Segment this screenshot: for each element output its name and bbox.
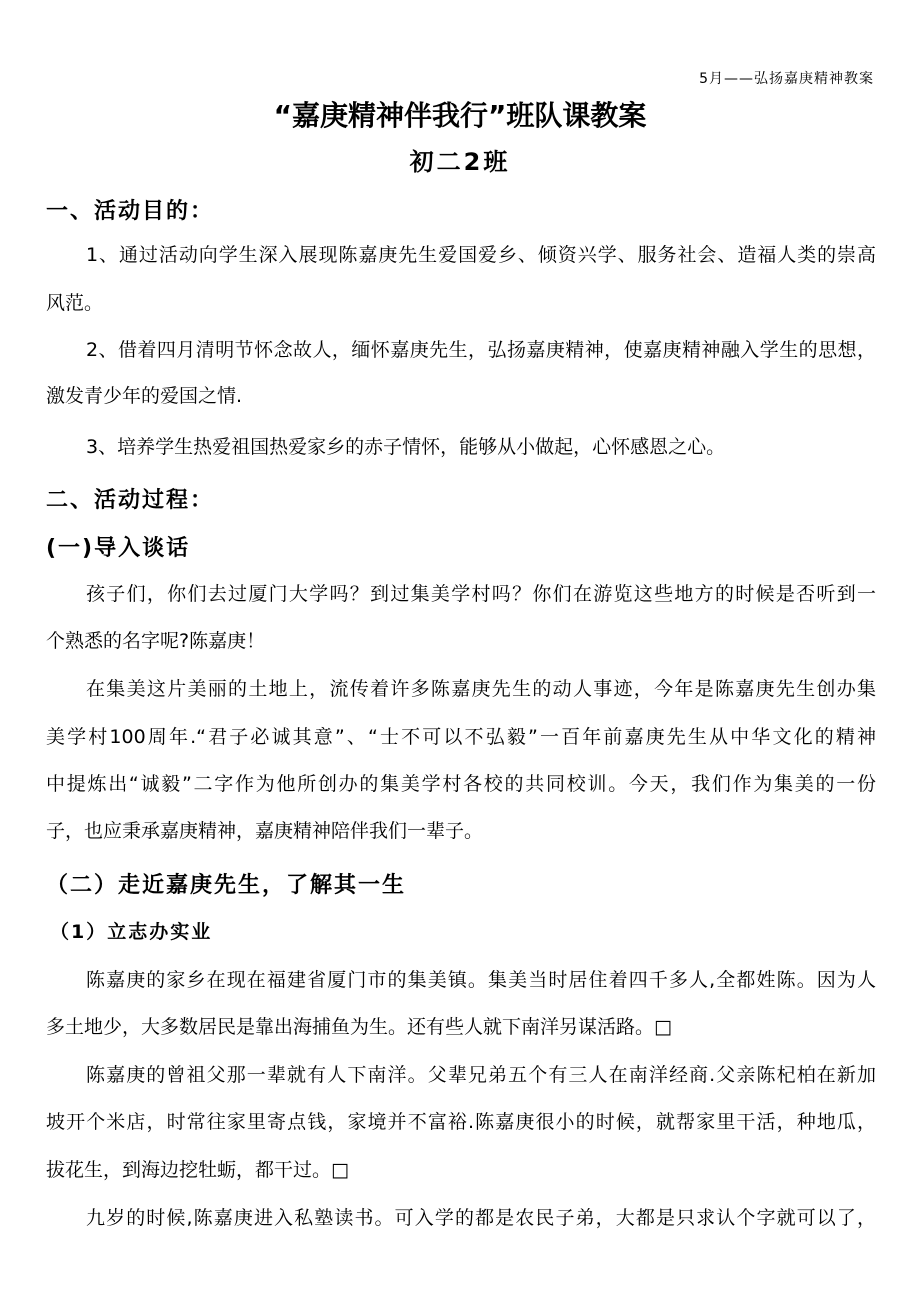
paragraph-line: 拔花生，到海边挖牡蛎，都干过。□ (46, 1159, 349, 1181)
paragraph-line: 个熟悉的名字呢?陈嘉庚！ (46, 630, 266, 652)
paragraph-line: 孩子们，你们去过厦门大学吗？到过集美学村吗？你们在游览这些地方的时候是否听到一 (86, 583, 876, 605)
paragraph-line: 风范。 (46, 292, 104, 314)
section-heading: 二、活动过程： (46, 488, 215, 513)
paragraph-line: 1、通过活动向学生深入展现陈嘉庚先生爱国爱乡、倾资兴学、服务社会、造福人类的崇高 (86, 244, 876, 266)
paragraph-line: 九岁的时候,陈嘉庚进入私塾读书。可入学的都是农民子弟，大都是只求认个字就可以了， (86, 1207, 876, 1229)
document-subtitle: 初二2班 (409, 148, 511, 176)
paragraph-line: 美学村100周年.“君子必诚其意”、“士不可以不弘毅”一百年前嘉庚先生从中华文化的精神 (46, 726, 876, 748)
paragraph-line: 子，也应秉承嘉庚精神，嘉庚精神陪伴我们一辈子。 (46, 820, 484, 842)
section-heading: 一、活动目的： (46, 199, 215, 224)
subsection-heading: (一)导入谈话 (46, 536, 191, 561)
paragraph-line: 陈嘉庚的曾祖父那一辈就有人下南洋。父辈兄弟五个有三人在南洋经商.父亲陈杞柏在新加 (86, 1064, 876, 1086)
page-header: 5月——弘扬嘉庚精神教案 (699, 71, 874, 87)
paragraph-line: 中提炼出“诚毅”二字作为他所创办的集美学村各校的共同校训。今天，我们作为集美的一份 (46, 773, 876, 795)
sub-subsection-heading: （1）立志办实业 (50, 921, 213, 943)
paragraph-line: 激发青少年的爱国之情. (46, 385, 243, 407)
paragraph-line: 多土地少，大多数居民是靠出海捕鱼为生。还有些人就下南洋另谋活路。□ (46, 1016, 672, 1038)
paragraph-line: 陈嘉庚的家乡在现在福建省厦门市的集美镇。集美当时居住着四千多人,全都姓陈。因为人 (86, 969, 876, 991)
document-title: “嘉庚精神伴我行”班队课教案 (273, 99, 647, 132)
subsection-heading: （二）走近嘉庚先生，了解其一生 (46, 873, 407, 898)
paragraph-line: 3、培养学生热爱祖国热爱家乡的赤子情怀，能够从小做起，心怀感恩之心。 (86, 436, 726, 458)
paragraph-line: 在集美这片美丽的土地上，流传着许多陈嘉庚先生的动人事迹，今年是陈嘉庚先生创办集 (86, 678, 876, 700)
paragraph-line: 坡开个米店，时常往家里寄点钱，家境并不富裕.陈嘉庚很小的时候，就帮家里干活，种地瓜， (46, 1111, 876, 1133)
paragraph-line: 2、借着四月清明节怀念故人，缅怀嘉庚先生，弘扬嘉庚精神，使嘉庚精神融入学生的思想， (86, 339, 876, 361)
